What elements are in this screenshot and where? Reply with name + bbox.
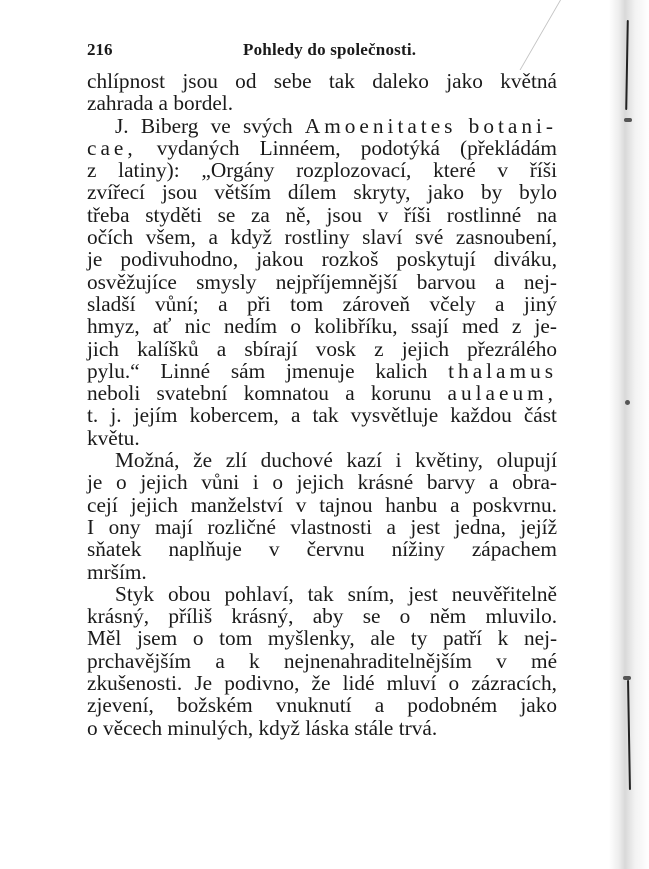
text-line: sňatek naplňuje v červnu nížiny zápachem bbox=[87, 537, 557, 562]
text-line: zvířecí jsou větším dílem skryty, jako by bylo bbox=[87, 180, 558, 205]
text-line: je podivuhodno, jakou rozkoš poskytují diváku, bbox=[87, 247, 558, 272]
text-line: o věcech minulých, když láska stále trvá. bbox=[87, 715, 438, 740]
text-line: prchavějším a k nejnenahraditelnějším v mé bbox=[87, 648, 558, 673]
text-line: květu. bbox=[87, 425, 140, 450]
text-line: pylu.“ Linné sám jmenuje kalich thalamus bbox=[87, 358, 558, 383]
text-line: I ony mají rozličné vlastnosti a jest jedna, jejíž bbox=[87, 514, 558, 539]
body-text bbox=[87, 70, 557, 739]
text-line: Měl jsem o tom myšlenky, ale ty patří k nej- bbox=[87, 626, 558, 651]
text-line: sladší vůní; a při tom zároveň včely a jiný bbox=[87, 291, 558, 316]
text-line: neboli svatební komnatou a korunu aulaeum, bbox=[87, 381, 557, 406]
text-line: chlípnost jsou od sebe tak daleko jako květná bbox=[87, 69, 557, 93]
running-head bbox=[87, 40, 557, 64]
spaced-latin-term: Amoenitates bbox=[304, 113, 457, 138]
spaced-latin-term: cae, bbox=[87, 135, 137, 160]
text-line: Možná, že zlí duchové kazí i květiny, olupují bbox=[115, 448, 558, 473]
text-line: cejí jejich manželství v tajnou hanbu a poskvrnu. bbox=[87, 492, 558, 517]
binding-stitch bbox=[624, 118, 632, 122]
text-line: hmyz, ať nic nedím o kolibříku, ssají med z je- bbox=[87, 314, 557, 339]
spaced-latin-term: botani- bbox=[468, 113, 557, 138]
text-line: očích všem, a když rostliny slaví své zasnoubení, bbox=[87, 225, 558, 250]
binding-stitch bbox=[623, 676, 631, 680]
text-line: zjevení, božském vnuknutí a podobném jako bbox=[87, 693, 558, 718]
spaced-latin-term: aulaeum, bbox=[447, 381, 557, 406]
running-head-title: Pohledy do společnosti. bbox=[243, 40, 417, 59]
text-line: t. j. jejím kobercem, a tak vysvětluje každou část bbox=[87, 403, 557, 428]
text-line: je o jejich vůni i o jejich krásné barvy a obra- bbox=[87, 470, 557, 495]
binding-stitch bbox=[625, 400, 630, 405]
text-line: Styk obou pohlaví, tak sním, jest neuvěřitelně bbox=[115, 581, 558, 606]
text-line: mrším. bbox=[87, 559, 147, 584]
page-number: 216 bbox=[87, 40, 113, 59]
text-line: cae, vydaných Linnéem, podotýká (překládám bbox=[87, 135, 558, 160]
text-line: J. Biberg ve svých Amoenitates botani- bbox=[115, 113, 557, 138]
text-line: z latiny): „Orgány rozplozovací, které v říši bbox=[87, 158, 557, 183]
text-line: zahrada a bordel. bbox=[87, 91, 234, 116]
text-line: osvěžujíce smysly nejpříjemnější barvou a nej- bbox=[87, 269, 557, 294]
text-line: třeba styděti se za ně, jsou v říši rostlinné na bbox=[87, 202, 557, 227]
text-line: zkušenosti. Je podivno, že lidé mluví o zázracích, bbox=[87, 671, 558, 696]
text-line: krásný, příliš krásný, aby se o něm mluvilo. bbox=[87, 604, 558, 629]
text-line: jich kalíšků a sbírají vosk z jejich přezrálého bbox=[87, 336, 557, 361]
spaced-latin-term: thalamus bbox=[448, 358, 558, 383]
